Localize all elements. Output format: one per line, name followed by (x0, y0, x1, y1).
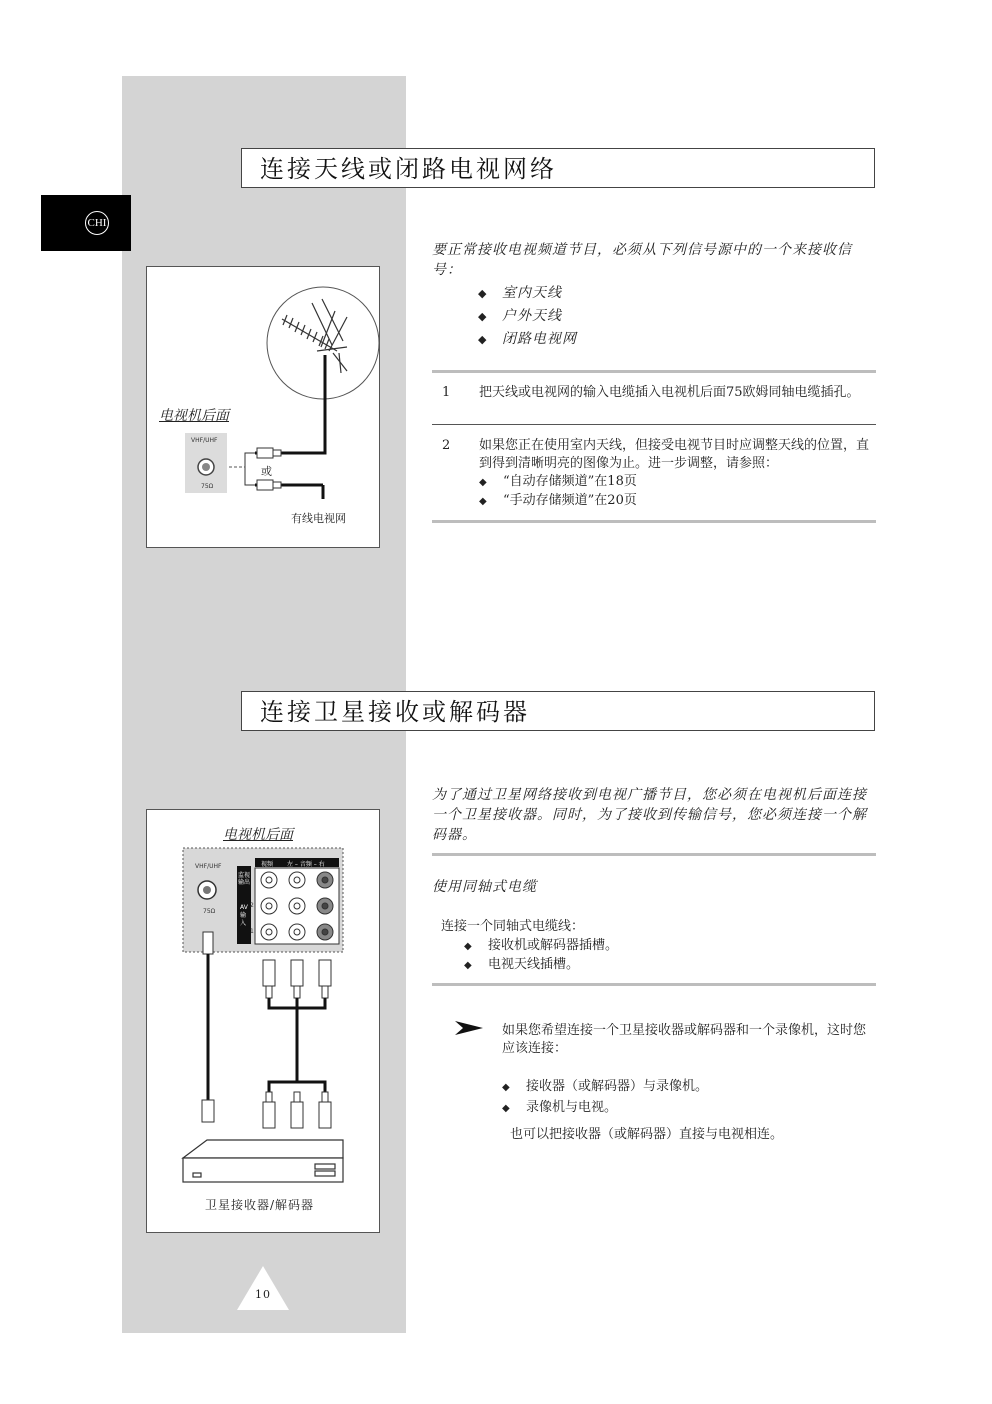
av-in-label: AV输入 (240, 904, 248, 927)
list-item: ◆ 闭路电视网 (478, 328, 577, 351)
list-item: ◆ 室内天线 (478, 282, 577, 305)
step-text: 如果您正在使用室内天线，但接受电视节目时应调整天线的位置，直到得到清晰明亮的图像为止。进一步调整，请参照： (479, 438, 870, 471)
list-item: ◆ 接收机或解码器插槽。 (464, 937, 618, 956)
vhf-uhf-label: VHF/UHF (191, 437, 218, 444)
list-item: ◆ “自动存储频道”在18页 (479, 473, 874, 492)
tv-rear-label: 电视机后面 (223, 827, 293, 843)
note-footer: 也可以把接收器（或解码器）直接与电视相连。 (510, 1127, 784, 1142)
step-1 (432, 384, 876, 422)
av-row-2: 2 (250, 902, 254, 909)
av-jack-grid (255, 868, 339, 944)
section2-intro: 为了通过卫星网络接收到电视广播节目，您必须在电视机后面连接一个卫星接收器。同时，为了接收到传输信号，您必须连接一个解码器。 (432, 787, 867, 843)
av-row-1: 1 (250, 928, 254, 935)
or-label: 或 (261, 465, 272, 478)
step-number: 2 (442, 438, 451, 453)
satellite-figure (146, 809, 380, 1233)
tv-rear-label: 电视机后面 (159, 408, 229, 424)
note-text: 如果您希望连接一个卫星接收器或解码器和一个录像机，这时您应该连接： (502, 1023, 867, 1056)
ohm-label: 75Ω (203, 908, 216, 915)
vhf-uhf-label: VHF/UHF (195, 863, 222, 870)
receiver-label: 卫星接收器/解码器 (205, 1198, 315, 1212)
list-item: ◆ 户外天线 (478, 305, 577, 328)
divider (432, 424, 876, 425)
list-item: ◆ 录像机与电视。 (502, 1099, 617, 1118)
rca-plug-icon (263, 960, 331, 998)
section1-title: 连接天线或闭路电视网络 (241, 148, 875, 188)
section1-intro: 要正常接收电视频道节目，必须从下列信号源中的一个来接收信号： (432, 242, 852, 278)
audio-label: 左 – 音频 – 右 (287, 861, 325, 868)
divider (432, 853, 876, 856)
arrow-note-icon (455, 1020, 485, 1036)
ohm-label: 75Ω (201, 483, 214, 490)
step-2 (432, 437, 876, 517)
antenna-figure (146, 266, 380, 548)
satellite-receiver-icon (183, 1140, 343, 1182)
coax-intro: 连接一个同轴式电缆线： (441, 919, 585, 934)
divider (432, 520, 876, 523)
coax-heading: 使用同轴式电缆 (432, 879, 537, 895)
page-number: 10 (255, 1288, 271, 1301)
satellite-diagram (147, 810, 381, 1234)
list-item: ◆ “手动存储频道”在20页 (479, 492, 874, 511)
step-text: 把天线或电视网的输入电缆插入电视机后面75欧姆同轴电缆插孔。 (479, 385, 860, 400)
signal-source-list (478, 282, 577, 351)
list-item: ◆ 电视天线插槽。 (464, 956, 579, 975)
language-tab (41, 195, 131, 251)
list-item: ◆ 接收器（或解码器）与录像机。 (502, 1078, 708, 1097)
video-label: 视频 (261, 861, 274, 868)
monitor-out-label: 监视输出 (238, 872, 251, 886)
section2-title: 连接卫星接收或解码器 (241, 691, 875, 731)
divider (432, 983, 876, 986)
language-code: CHI (85, 211, 109, 235)
cable-network-label: 有线电视网 (291, 512, 346, 525)
divider (432, 370, 876, 373)
step-number: 1 (442, 385, 451, 400)
